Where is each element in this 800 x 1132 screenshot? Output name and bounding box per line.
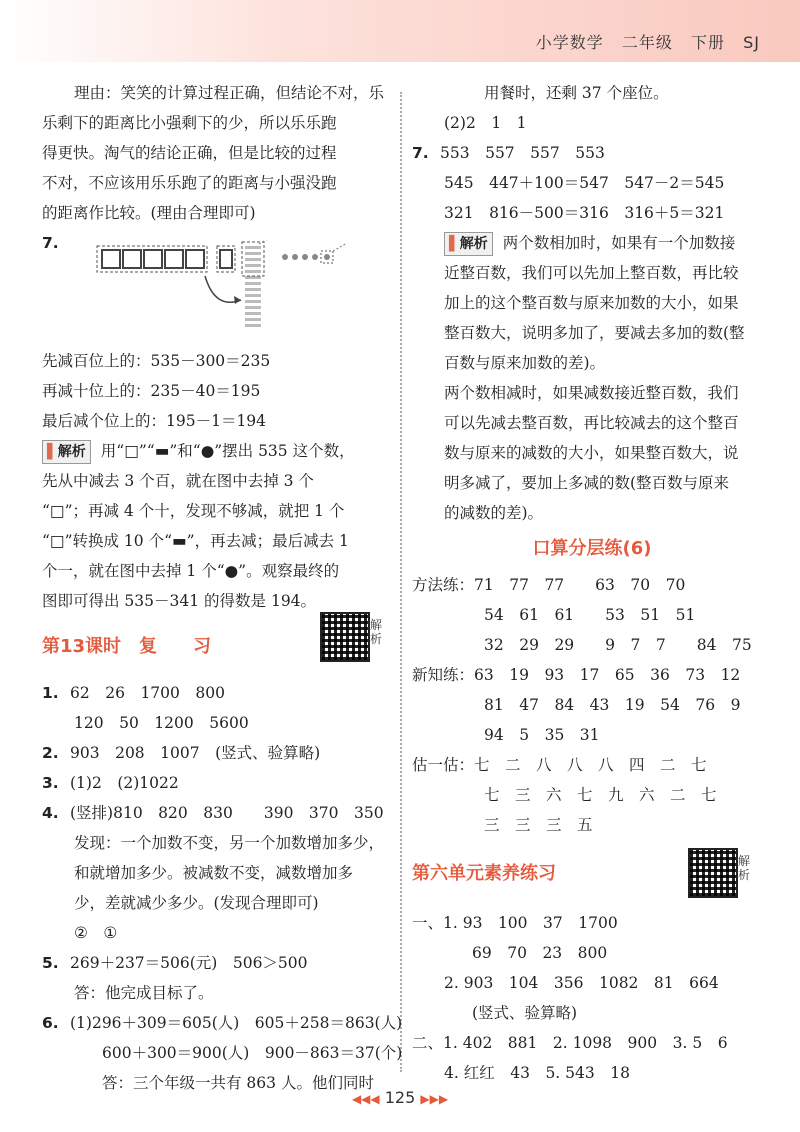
header-grade: 二年级 xyxy=(621,33,673,52)
unit-row: 4. 红红 43 5. 543 18 xyxy=(444,1064,630,1082)
lesson-title: 第13课时 复 习 xyxy=(42,636,212,657)
next-arrows-icon: ▶▶▶ xyxy=(420,1092,449,1106)
place-value-diagram xyxy=(95,240,355,335)
question-7-right: 7. 553 557 557 553 xyxy=(412,144,605,162)
unit-row: (竖式、验算略) xyxy=(472,1004,578,1022)
text-line: 600＋300＝900(人) 900－863＝37(个) xyxy=(102,1044,403,1062)
page-header xyxy=(524,30,760,53)
right-column xyxy=(412,78,772,1088)
unit-row: 一、1. 93 100 37 1700 xyxy=(412,914,618,932)
text-line: 的距离作比较。(理由合理即可) xyxy=(42,204,256,222)
page-number: 125 xyxy=(384,1088,416,1107)
hundred-square xyxy=(165,250,183,268)
item-2: 2. 903 208 1007 (竖式、验算略) xyxy=(42,744,321,762)
oral-row: 81 47 84 43 19 54 76 9 xyxy=(484,696,741,714)
text-line: 再减十位上的：235－40＝195 xyxy=(42,382,261,400)
oral-row: 94 5 35 31 xyxy=(484,726,600,744)
text-line: 百数与原来加数的差)。 xyxy=(444,354,606,372)
header-volume: 下册 xyxy=(691,33,726,52)
explanation-line: ▌解析 两个数相加时，如果有一个加数接 xyxy=(412,228,772,258)
unit-row: 2. 903 104 356 1082 81 664 xyxy=(444,974,719,992)
item-3: 3. (1)2 (2)1022 xyxy=(42,774,179,792)
explanation-line: ▌解析 用“□”“▬”和“●”摆出 535 这个数， xyxy=(42,436,392,466)
text-line: 发现：一个加数不变，另一个加数增加多少， xyxy=(74,834,385,852)
left-column xyxy=(42,78,403,1098)
text-line: 答：三个年级一共有 863 人。他们同时 xyxy=(102,1074,374,1092)
oral-row: 新知练：63 19 93 17 65 36 73 12 xyxy=(412,666,741,684)
text-line: 不对，不应该用乐乐跑了的距离与小强没跑 xyxy=(42,174,337,192)
oral-row: 七 三 六 七 九 六 二 七 xyxy=(484,786,717,804)
unit-practice-title: 第六单元素养练习 xyxy=(412,863,556,884)
tens-bars xyxy=(245,246,261,327)
text-line: 个一，就在图中去掉 1 个“●”。观察最终的 xyxy=(42,562,340,580)
oral-title-row xyxy=(412,528,772,570)
qr-explain-label: 解析 xyxy=(370,618,383,646)
question-number: 7. xyxy=(42,234,59,252)
item-6: 6. (1)296＋309＝605(人) 605＋258＝863(人) xyxy=(42,1014,403,1032)
column-divider xyxy=(400,92,402,1072)
text-line: 图即可得出 535－341 的得数是 194。 xyxy=(42,592,317,610)
hundred-square xyxy=(123,250,141,268)
item-1: 1. 62 26 1700 800 xyxy=(42,684,225,702)
oral-row: 32 29 29 9 7 7 84 75 xyxy=(484,636,752,654)
text-line: 545 447＋100＝547 547－2＝545 xyxy=(444,174,725,192)
explanation-badge: ▌解析 xyxy=(42,440,91,464)
text-line: 乐剩下的距离比小强剩下的少，所以乐乐跑 xyxy=(42,114,337,132)
qr-explain-label: 解析 xyxy=(738,854,751,882)
ones-dots xyxy=(282,254,330,260)
oral-row: 方法练：71 77 77 63 70 70 xyxy=(412,576,686,594)
text-line: 数与原来的减数的大小，如果整百数大，说 xyxy=(444,444,739,462)
qr-code-icon[interactable] xyxy=(688,848,738,898)
hundred-square xyxy=(102,250,120,268)
oral-row: 三 三 三 五 xyxy=(484,816,593,834)
text-line: 少，差就减少多少。(发现合理即可) xyxy=(74,894,319,912)
unit-row: 69 70 23 800 xyxy=(472,944,608,962)
text-line: 先从中减去 3 个百，就在图中去掉 3 个 xyxy=(42,472,314,490)
hundred-square xyxy=(144,250,162,268)
item-4: 4. (竖排)810 820 830 390 370 350 xyxy=(42,804,384,822)
text-line: 明多减了，要加上多减的数(整百数与原来 xyxy=(444,474,730,492)
text-line: (2)2 1 1 xyxy=(444,114,527,132)
header-subject: 小学数学 xyxy=(535,33,604,52)
prev-arrows-icon: ◀◀◀ xyxy=(351,1092,380,1106)
text-line: 120 50 1200 5600 xyxy=(74,714,249,732)
text-line: 先减百位上的：535－300＝235 xyxy=(42,352,271,370)
text-line: ② ① xyxy=(74,924,118,942)
header-edition: SJ xyxy=(743,33,760,52)
text-line: 近整百数，我们可以先加上整百数，再比较 xyxy=(444,264,739,282)
text-line: “□”；再减 4 个十，发现不够减，就把 1 个 xyxy=(42,502,345,520)
text-line: “□”转换成 10 个“▬”，再去减；最后减去 1 xyxy=(42,532,349,550)
text-line: 整百数大，说明多加了，要减去多加的数(整 xyxy=(444,324,745,342)
text-line: 可以先减去整百数，再比较减去的这个整百 xyxy=(444,414,739,432)
oral-practice-title: 口算分层练(6) xyxy=(532,538,652,559)
text-line: 理由：笑笑的计算过程正确，但结论不对，乐 xyxy=(74,84,385,102)
oral-row: 54 61 61 53 51 51 xyxy=(484,606,696,624)
text-line: 答：他完成目标了。 xyxy=(74,984,214,1002)
text-line: 321 816－500＝316 316＋5＝321 xyxy=(444,204,725,222)
text-line: 最后减个位上的：195－1＝194 xyxy=(42,412,267,430)
unit-row: 二、1. 402 881 2. 1098 900 3. 5 6 xyxy=(412,1034,728,1052)
text-line: 用餐时，还剩 37 个座位。 xyxy=(484,84,669,102)
text-line: 加上的这个整百数与原来加数的大小，如果 xyxy=(444,294,739,312)
item-5: 5. 269＋237＝506(元) 506＞500 xyxy=(42,954,308,972)
oral-row: 估一估：七 二 八 八 八 四 二 七 xyxy=(412,756,707,774)
text-line: 两个数相减时，如果减数接近整百数，我们 xyxy=(444,384,739,402)
text-line: 和就增加多少。被减数不变，减数增加多 xyxy=(74,864,354,882)
hundred-square xyxy=(186,250,204,268)
text-line: 的减数的差)。 xyxy=(444,504,544,522)
explanation-badge: ▌解析 xyxy=(444,232,493,256)
qr-code-icon[interactable] xyxy=(320,612,370,662)
text-line: 得更快。淘气的结论正确，但是比较的过程 xyxy=(42,144,337,162)
page-footer xyxy=(0,1088,800,1107)
